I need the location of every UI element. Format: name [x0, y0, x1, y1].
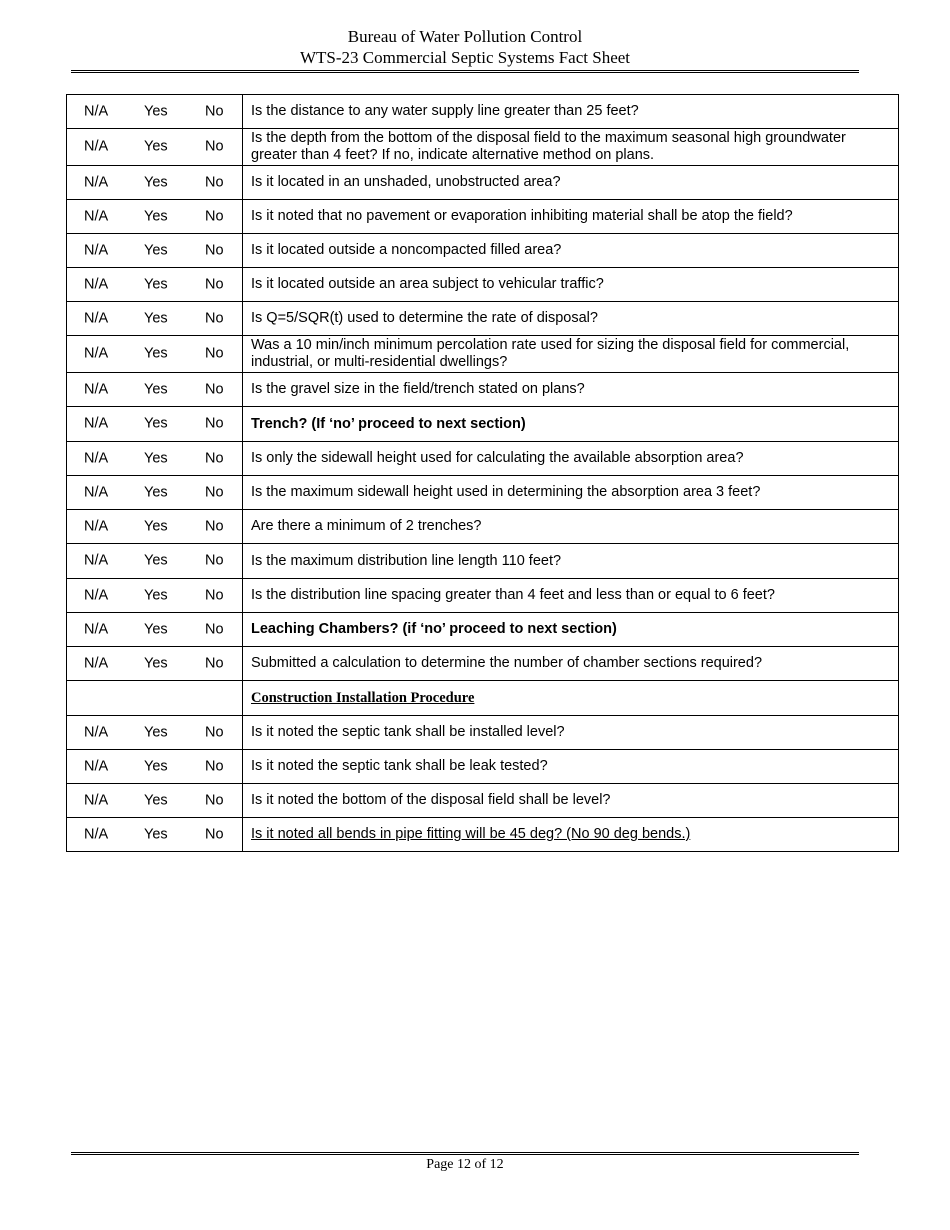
checklist-table [66, 94, 899, 852]
question-cell [243, 336, 899, 373]
question-text: Is the maximum sidewall height used in determining the absorption area 3 feet? [251, 484, 761, 500]
option-yes[interactable]: Yes [144, 310, 168, 326]
question-text: Is the distance to any water supply line greater than 25 feet? [251, 103, 639, 119]
question-cell [243, 784, 899, 818]
checklist-row [67, 234, 899, 268]
answer-options [67, 476, 243, 510]
question-cell [243, 544, 899, 579]
answer-options [67, 784, 243, 818]
option-yes[interactable]: Yes [144, 242, 168, 258]
option-no[interactable]: No [205, 242, 224, 258]
option-no[interactable]: No [205, 484, 224, 500]
checklist-row [67, 510, 899, 544]
option-na[interactable]: N/A [84, 450, 109, 466]
question-text: Is it located in an unshaded, unobstructed area? [251, 174, 561, 190]
answer-options [67, 268, 243, 302]
checklist-row [67, 716, 899, 750]
option-no[interactable]: No [205, 518, 224, 534]
question-cell [243, 166, 899, 200]
question-cell [243, 647, 899, 681]
answer-options [67, 442, 243, 476]
checklist-row [67, 95, 899, 129]
section-heading-cell [243, 681, 899, 716]
question-cell [243, 476, 899, 510]
answer-options [67, 647, 243, 681]
option-no[interactable]: No [205, 138, 224, 155]
option-no[interactable]: No [205, 208, 224, 224]
option-na[interactable]: N/A [84, 724, 109, 740]
checklist-row [67, 407, 899, 442]
option-na[interactable]: N/A [84, 415, 109, 432]
question-text: Is Q=5/SQR(t) used to determine the rate of disposal? [251, 310, 598, 326]
option-na[interactable]: N/A [84, 484, 109, 500]
answer-options [67, 681, 243, 716]
answer-options [67, 510, 243, 544]
option-no[interactable]: No [205, 450, 224, 466]
question-text: Is only the sidewall height used for calculating the available absorption area? [251, 450, 744, 466]
page-number: Page 12 of 12 [426, 1157, 504, 1172]
answer-options [67, 716, 243, 750]
checklist-row [67, 818, 899, 852]
option-yes[interactable]: Yes [144, 381, 168, 397]
option-na[interactable]: N/A [84, 208, 109, 224]
option-na[interactable]: N/A [84, 655, 109, 671]
option-na[interactable]: N/A [84, 103, 109, 119]
checklist-row [67, 373, 899, 407]
option-yes[interactable]: Yes [144, 484, 168, 500]
answer-options [67, 234, 243, 268]
option-na[interactable]: N/A [84, 345, 109, 362]
question-text: Is the distribution line spacing greater than 4 feet and less than or equal to 6 feet? [251, 587, 775, 603]
answer-options [67, 818, 243, 852]
option-na[interactable]: N/A [84, 310, 109, 326]
option-no[interactable]: No [205, 655, 224, 671]
answer-options [67, 750, 243, 784]
answer-options [67, 613, 243, 647]
answer-options [67, 407, 243, 442]
answer-options [67, 336, 243, 373]
footer-rule [71, 1152, 859, 1155]
option-na[interactable]: N/A [84, 242, 109, 258]
option-no[interactable]: No [205, 758, 224, 774]
answer-options [67, 373, 243, 407]
question-text: Is it noted the septic tank shall be leak tested? [251, 758, 548, 774]
checklist-row [67, 200, 899, 234]
option-no[interactable]: No [205, 174, 224, 190]
question-cell [243, 373, 899, 407]
question-cell [243, 268, 899, 302]
option-na[interactable]: N/A [84, 276, 109, 292]
checklist-row [67, 647, 899, 681]
answer-options [67, 579, 243, 613]
question-text: Is the gravel size in the field/trench stated on plans? [251, 381, 585, 397]
question-text: Is the maximum distribution line length 110 feet? [251, 552, 562, 569]
question-cell [243, 818, 899, 852]
question-cell [243, 302, 899, 336]
option-no[interactable]: No [205, 310, 224, 326]
option-yes[interactable]: Yes [144, 345, 168, 362]
question-text: Is it located outside an area subject to vehicular traffic? [251, 276, 604, 292]
option-yes[interactable]: Yes [144, 415, 168, 432]
option-na[interactable]: N/A [84, 174, 109, 190]
question-cell [243, 200, 899, 234]
question-cell [243, 510, 899, 544]
question-text: Is the depth from the bottom of the disposal field to the maximum seasonal high groundwater greater than 4 feet? If no, indicate alternative method on plans. [251, 130, 846, 163]
option-na[interactable]: N/A [84, 792, 109, 808]
question-cell [243, 716, 899, 750]
question-text: Is it noted the septic tank shall be installed level? [251, 724, 565, 740]
answer-options [67, 129, 243, 166]
option-na[interactable]: N/A [84, 758, 109, 774]
option-yes[interactable]: Yes [144, 655, 168, 671]
option-no[interactable]: No [205, 826, 224, 842]
answer-options [67, 200, 243, 234]
question-cell [243, 234, 899, 268]
option-yes[interactable]: Yes [144, 758, 168, 774]
answer-options [67, 166, 243, 200]
question-text: Leaching Chambers? (if ‘no’ proceed to next section) [251, 621, 617, 637]
checklist-row [67, 750, 899, 784]
checklist-row [67, 544, 899, 579]
answer-options [67, 544, 243, 579]
header-bureau: Bureau of Water Pollution Control [347, 27, 583, 46]
option-yes[interactable]: Yes [144, 724, 168, 740]
question-text: Trench? (If ‘no’ proceed to next section) [251, 415, 526, 432]
checklist-row [67, 613, 899, 647]
option-no[interactable]: No [205, 587, 224, 603]
option-no[interactable]: No [205, 345, 224, 362]
question-cell [243, 579, 899, 613]
header-rule [71, 70, 859, 73]
question-text: Is it noted the bottom of the disposal field shall be level? [251, 792, 611, 808]
checklist-row [67, 129, 899, 166]
section-row [67, 681, 899, 716]
option-na[interactable]: N/A [84, 518, 109, 534]
page-header [0, 26, 930, 68]
option-yes[interactable]: Yes [144, 450, 168, 466]
option-na[interactable]: N/A [84, 381, 109, 397]
option-yes[interactable]: Yes [144, 518, 168, 534]
option-no[interactable]: No [205, 792, 224, 808]
question-cell [243, 407, 899, 442]
option-yes[interactable]: Yes [144, 276, 168, 292]
answer-options [67, 302, 243, 336]
checklist-row [67, 784, 899, 818]
checklist-row [67, 442, 899, 476]
option-yes[interactable]: Yes [144, 621, 168, 637]
option-yes[interactable]: Yes [144, 792, 168, 808]
option-na[interactable]: N/A [84, 621, 109, 637]
option-yes[interactable]: Yes [144, 174, 168, 190]
option-yes[interactable]: Yes [144, 552, 168, 569]
question-text: Is it located outside a noncompacted filled area? [251, 242, 562, 258]
option-na[interactable]: N/A [84, 826, 109, 842]
option-yes[interactable]: Yes [144, 826, 168, 842]
question-cell [243, 613, 899, 647]
question-text: Is it noted all bends in pipe fitting will be 45 deg? (No 90 deg bends.) [251, 826, 691, 842]
option-no[interactable]: No [205, 621, 224, 637]
checklist-row [67, 336, 899, 373]
option-no[interactable]: No [205, 103, 224, 119]
checklist-body [67, 95, 899, 852]
option-na[interactable]: N/A [84, 138, 109, 155]
option-na[interactable]: N/A [84, 587, 109, 603]
checklist-row [67, 268, 899, 302]
option-na[interactable]: N/A [84, 552, 109, 569]
option-yes[interactable]: Yes [144, 138, 168, 155]
answer-options [67, 95, 243, 129]
option-no[interactable]: No [205, 381, 224, 397]
option-yes[interactable]: Yes [144, 208, 168, 224]
option-yes[interactable]: Yes [144, 587, 168, 603]
checklist-row [67, 476, 899, 510]
option-no[interactable]: No [205, 552, 224, 569]
question-cell [243, 95, 899, 129]
checklist-row [67, 166, 899, 200]
question-cell [243, 129, 899, 166]
question-cell [243, 442, 899, 476]
question-text: Was a 10 min/inch minimum percolation rate used for sizing the disposal field for commercial, industrial, or multi-residential dwellings? [251, 337, 850, 370]
question-text: Are there a minimum of 2 trenches? [251, 518, 482, 534]
option-no[interactable]: No [205, 276, 224, 292]
checklist-row [67, 302, 899, 336]
question-text: Is it noted that no pavement or evaporation inhibiting material shall be atop the field? [251, 208, 793, 224]
header-fact-sheet-title: WTS-23 Commercial Septic Systems Fact Sheet [299, 48, 631, 67]
option-yes[interactable]: Yes [144, 103, 168, 119]
checklist-row [67, 579, 899, 613]
option-no[interactable]: No [205, 724, 224, 740]
option-no[interactable]: No [205, 415, 224, 432]
question-text: Submitted a calculation to determine the number of chamber sections required? [251, 655, 763, 671]
question-cell [243, 750, 899, 784]
section-heading: Construction Installation Procedure [251, 689, 475, 706]
